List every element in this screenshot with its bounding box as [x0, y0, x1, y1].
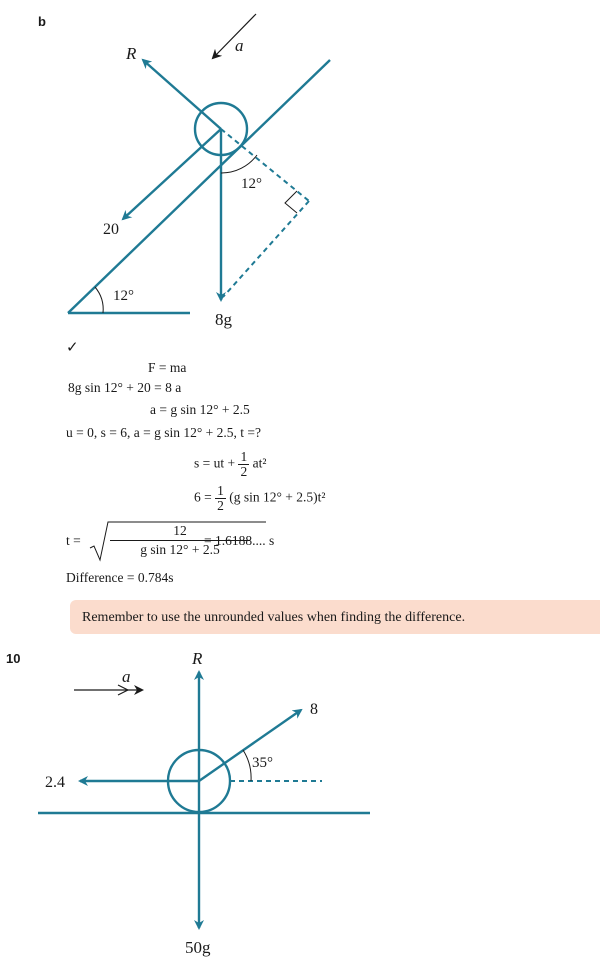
label-2-4: 2.4 [45, 774, 65, 791]
label-R: R [192, 649, 203, 668]
label-angle: 35° [252, 755, 273, 771]
angle-arc [243, 750, 251, 781]
tip-text: Remember to use the unrounded values when finding the difference. [82, 610, 466, 625]
tip-box [70, 600, 600, 634]
label-50g: 50g [185, 938, 211, 957]
label-angle-top: 12° [241, 176, 262, 192]
label-a: a [235, 36, 244, 55]
dashed-component [221, 129, 309, 201]
dashed-component [223, 201, 309, 297]
reaction-arrow [143, 60, 221, 129]
equation-line-5: s = ut + $\frac{1}{2}$ at² [194, 449, 267, 479]
force-8-arrow [199, 710, 301, 781]
tick-mark: ✓ [66, 338, 79, 356]
equation-line-6: 6 = $\frac{1}{2}$ (g sin 12° + 2.5)t² [194, 483, 326, 513]
equation-line-2: 8g sin 12° + 20 = 8 a [68, 380, 182, 395]
equation-line-8: Difference = 0.784s [66, 570, 174, 585]
base-angle-arc [95, 287, 103, 313]
equation-line-1: F = ma [148, 360, 187, 375]
force-20-arrow [123, 129, 221, 219]
question-label-10: 10 [6, 651, 21, 666]
horizontal-forces-diagram [0, 640, 600, 969]
top-angle-arc [221, 155, 257, 173]
label-a: a [122, 667, 131, 686]
part-label-b: b [38, 14, 46, 29]
label-20: 20 [103, 221, 119, 238]
label-R: R [126, 44, 137, 63]
label-angle-base: 12° [113, 288, 134, 304]
label-8g: 8g [215, 310, 232, 329]
equation-line-3: a = g sin 12° + 2.5 [150, 402, 250, 417]
inclined-plane-diagram [0, 0, 600, 340]
equation-line-4: u = 0, s = 6, a = g sin 12° + 2.5, t =? [66, 425, 261, 440]
right-angle-mark [285, 191, 297, 213]
label-8: 8 [310, 701, 318, 718]
